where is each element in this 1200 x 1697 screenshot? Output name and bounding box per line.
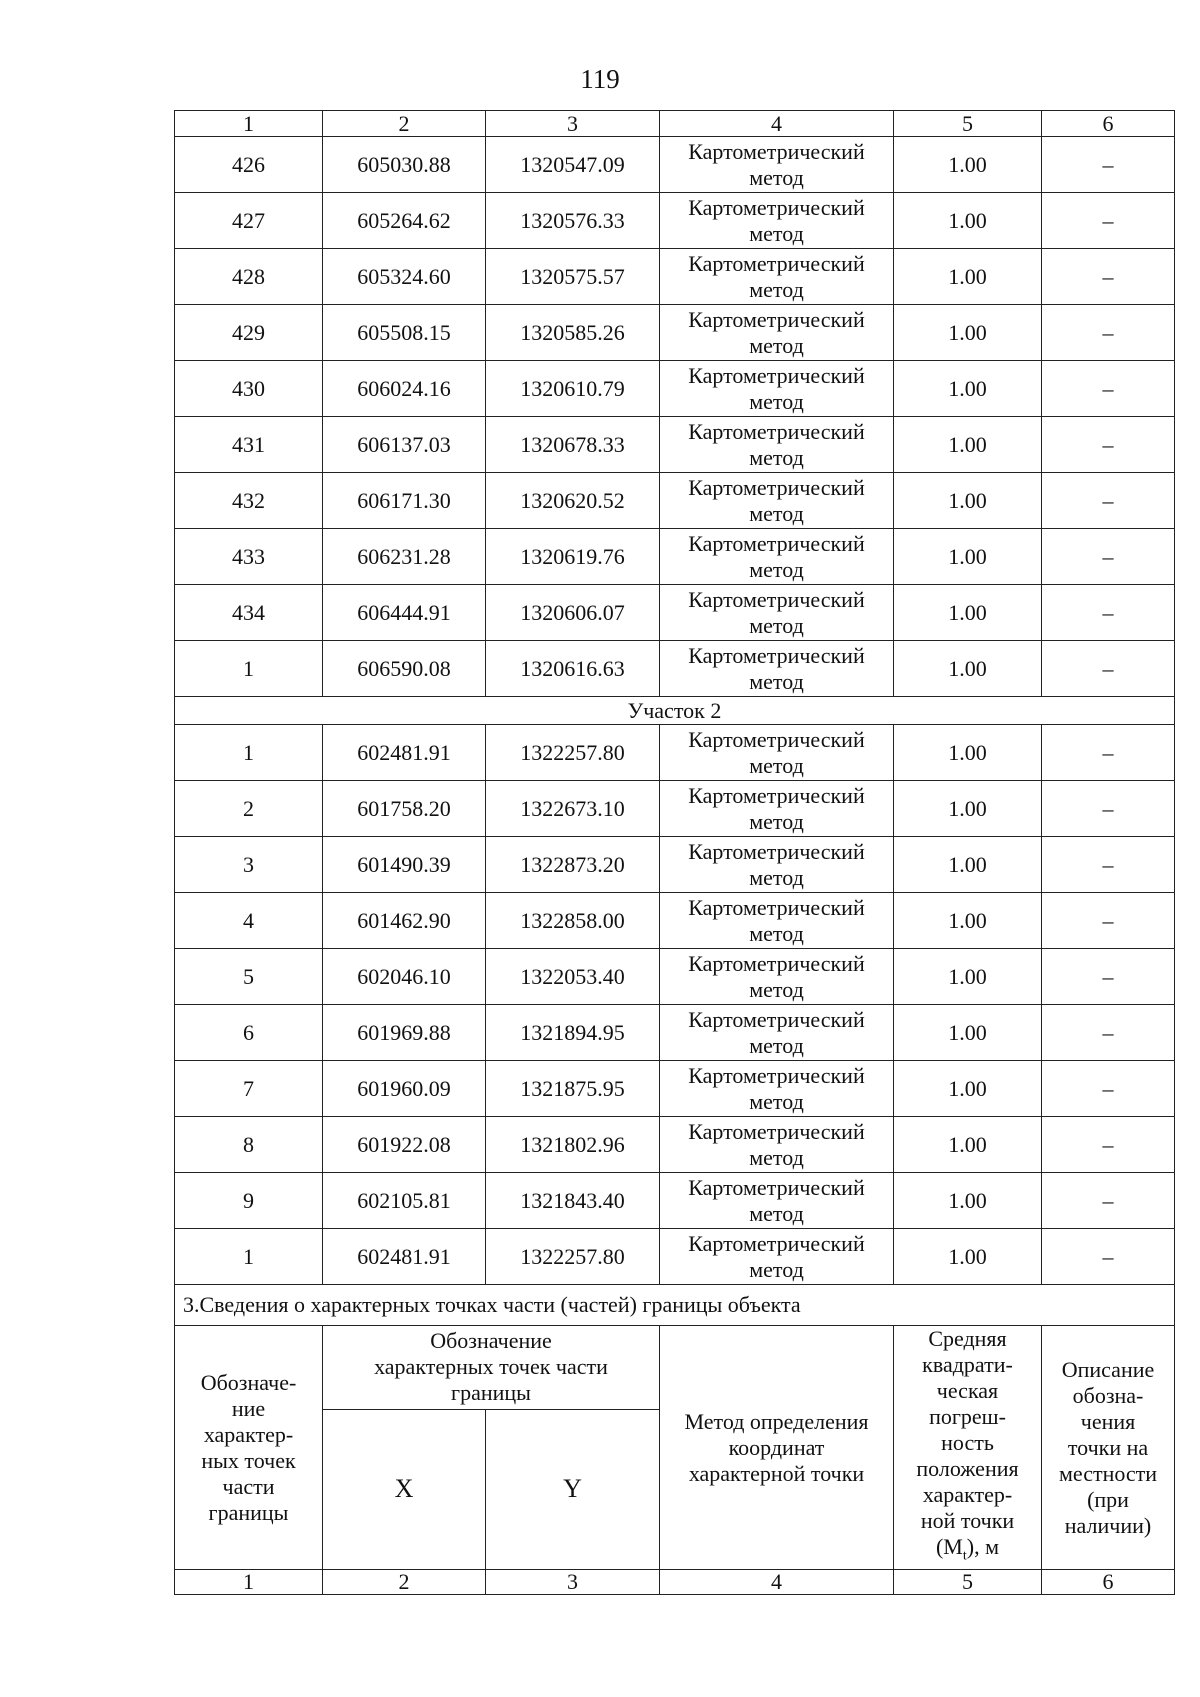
point-number: 4 xyxy=(175,893,323,949)
column-number: 2 xyxy=(323,111,486,137)
table-row xyxy=(175,137,1175,193)
column-number: 4 xyxy=(660,1570,894,1595)
table-row xyxy=(175,249,1175,305)
x-coordinate: 605264.62 xyxy=(323,193,486,249)
text-line xyxy=(894,1534,1041,1569)
section3-column-number-row xyxy=(175,1570,1175,1595)
method-line: метод xyxy=(749,556,804,582)
x-coordinate: 602481.91 xyxy=(323,1229,486,1285)
description-value: – xyxy=(1042,1005,1175,1061)
text-line: Обозначе- xyxy=(200,1369,297,1395)
text-line: ной точки xyxy=(920,1508,1015,1533)
y-coordinate: 1322257.80 xyxy=(486,725,660,781)
y-coordinate: 1320610.79 xyxy=(486,361,660,417)
method-cell xyxy=(660,1061,894,1117)
y-coordinate: 1320576.33 xyxy=(486,193,660,249)
text-line: погреш- xyxy=(929,1404,1006,1429)
text-line: характер- xyxy=(922,1482,1013,1507)
column-number-row xyxy=(175,111,1175,137)
text-line: характерных точек части xyxy=(374,1354,608,1380)
text-line: границы xyxy=(451,1380,531,1406)
header-point-designation xyxy=(175,1326,323,1570)
description-value: – xyxy=(1042,585,1175,641)
text-line: квадрати- xyxy=(922,1352,1013,1377)
method-line: метод xyxy=(749,220,804,246)
x-coordinate: 606137.03 xyxy=(323,417,486,473)
y-coordinate: 1321843.40 xyxy=(486,1173,660,1229)
point-number: 5 xyxy=(175,949,323,1005)
accuracy-value: 1.00 xyxy=(894,641,1042,697)
table-row xyxy=(175,1005,1175,1061)
accuracy-value: 1.00 xyxy=(894,137,1042,193)
method-line: метод xyxy=(749,808,804,834)
section3-title: 3.Сведения о характерных точках части (частей) границы объекта xyxy=(175,1285,1175,1326)
y-coordinate: 1321875.95 xyxy=(486,1061,660,1117)
x-coordinate: 601960.09 xyxy=(323,1061,486,1117)
point-number: 3 xyxy=(175,837,323,893)
method-line: метод xyxy=(749,864,804,890)
table-row xyxy=(175,585,1175,641)
method-line: Картометрический xyxy=(688,950,865,976)
method-line: Картометрический xyxy=(688,726,865,752)
point-number: 1 xyxy=(175,641,323,697)
method-cell xyxy=(660,529,894,585)
method-cell xyxy=(660,417,894,473)
column-number: 3 xyxy=(486,111,660,137)
method-line: Картометрический xyxy=(688,530,865,556)
description-value: – xyxy=(1042,1229,1175,1285)
accuracy-value: 1.00 xyxy=(894,781,1042,837)
accuracy-value: 1.00 xyxy=(894,529,1042,585)
accuracy-value: 1.00 xyxy=(894,837,1042,893)
method-cell xyxy=(660,193,894,249)
point-number: 426 xyxy=(175,137,323,193)
method-line: метод xyxy=(749,332,804,358)
x-coordinate: 605508.15 xyxy=(323,305,486,361)
method-line: Картометрический xyxy=(688,894,865,920)
table-row xyxy=(175,781,1175,837)
x-coordinate: 606024.16 xyxy=(323,361,486,417)
x-coordinate: 602481.91 xyxy=(323,725,486,781)
description-value: – xyxy=(1042,1117,1175,1173)
method-cell xyxy=(660,725,894,781)
accuracy-value: 1.00 xyxy=(894,1061,1042,1117)
text-line: точки на xyxy=(1067,1434,1149,1460)
method-cell xyxy=(660,249,894,305)
accuracy-value: 1.00 xyxy=(894,585,1042,641)
method-line: метод xyxy=(749,612,804,638)
y-coordinate: 1320620.52 xyxy=(486,473,660,529)
subscript: t xyxy=(962,1548,967,1564)
column-number: 1 xyxy=(175,1570,323,1595)
y-coordinate: 1322257.80 xyxy=(486,1229,660,1285)
text-line: Метод определения xyxy=(684,1408,869,1434)
column-number: 1 xyxy=(175,111,323,137)
method-line: Картометрический xyxy=(688,1230,865,1256)
text-line: характерной точки xyxy=(688,1460,865,1486)
description-value: – xyxy=(1042,305,1175,361)
table-row xyxy=(175,725,1175,781)
accuracy-value: 1.00 xyxy=(894,305,1042,361)
table-row xyxy=(175,193,1175,249)
y-coordinate: 1322873.20 xyxy=(486,837,660,893)
description-value: – xyxy=(1042,193,1175,249)
method-line: Картометрический xyxy=(688,362,865,388)
header-y: Y xyxy=(486,1409,660,1570)
method-cell xyxy=(660,641,894,697)
method-line: метод xyxy=(749,444,804,470)
y-coordinate: 1322673.10 xyxy=(486,781,660,837)
x-coordinate: 605030.88 xyxy=(323,137,486,193)
text-line: (при xyxy=(1087,1486,1129,1512)
y-coordinate: 1320606.07 xyxy=(486,585,660,641)
point-number: 7 xyxy=(175,1061,323,1117)
description-value: – xyxy=(1042,1173,1175,1229)
method-cell xyxy=(660,1229,894,1285)
x-coordinate: 601969.88 xyxy=(323,1005,486,1061)
section-row xyxy=(175,697,1175,725)
section3-header-row xyxy=(175,1326,1175,1410)
point-number: 1 xyxy=(175,1229,323,1285)
text-line: местности xyxy=(1058,1460,1158,1486)
text-line: ных точек xyxy=(201,1447,296,1473)
description-value: – xyxy=(1042,641,1175,697)
y-coordinate: 1320585.26 xyxy=(486,305,660,361)
method-cell xyxy=(660,585,894,641)
point-number: 9 xyxy=(175,1173,323,1229)
method-line: метод xyxy=(749,1200,804,1226)
description-value: – xyxy=(1042,529,1175,585)
method-cell xyxy=(660,305,894,361)
point-number: 429 xyxy=(175,305,323,361)
method-cell xyxy=(660,137,894,193)
y-coordinate: 1322858.00 xyxy=(486,893,660,949)
point-number: 6 xyxy=(175,1005,323,1061)
accuracy-value: 1.00 xyxy=(894,725,1042,781)
table-row xyxy=(175,529,1175,585)
method-line: Картометрический xyxy=(688,642,865,668)
x-coordinate: 602046.10 xyxy=(323,949,486,1005)
accuracy-value: 1.00 xyxy=(894,893,1042,949)
x-coordinate: 601462.90 xyxy=(323,893,486,949)
text-line: Описание xyxy=(1061,1356,1155,1382)
y-coordinate: 1321802.96 xyxy=(486,1117,660,1173)
description-value: – xyxy=(1042,1061,1175,1117)
method-line: метод xyxy=(749,1256,804,1282)
point-number: 428 xyxy=(175,249,323,305)
description-value: – xyxy=(1042,781,1175,837)
table-row xyxy=(175,305,1175,361)
method-line: Картометрический xyxy=(688,138,865,164)
text-line: Средняя xyxy=(928,1326,1007,1351)
point-number: 2 xyxy=(175,781,323,837)
table-row xyxy=(175,473,1175,529)
table-row xyxy=(175,1061,1175,1117)
y-coordinate: 1320619.76 xyxy=(486,529,660,585)
method-line: Картометрический xyxy=(688,586,865,612)
method-line: метод xyxy=(749,1032,804,1058)
point-number: 430 xyxy=(175,361,323,417)
section-title: Участок 2 xyxy=(175,697,1175,725)
header-x: X xyxy=(323,1409,486,1570)
text-line: обозна- xyxy=(1072,1382,1144,1408)
text-line: положения xyxy=(916,1456,1019,1481)
text-line: части xyxy=(222,1473,275,1499)
text-line: Обозначение xyxy=(430,1328,552,1354)
text-line: наличии) xyxy=(1064,1512,1152,1538)
x-coordinate: 606231.28 xyxy=(323,529,486,585)
x-coordinate: 605324.60 xyxy=(323,249,486,305)
column-number: 6 xyxy=(1042,111,1175,137)
table-row xyxy=(175,893,1175,949)
text-line: ние xyxy=(231,1395,266,1421)
accuracy-value: 1.00 xyxy=(894,473,1042,529)
text-fragment: ), м xyxy=(966,1534,1000,1559)
page-number: 119 xyxy=(580,64,620,94)
y-coordinate: 1320575.57 xyxy=(486,249,660,305)
table-row xyxy=(175,641,1175,697)
point-number: 431 xyxy=(175,417,323,473)
method-line: метод xyxy=(749,1144,804,1170)
accuracy-value: 1.00 xyxy=(894,193,1042,249)
y-coordinate: 1320547.09 xyxy=(486,137,660,193)
table-row xyxy=(175,1117,1175,1173)
column-number: 4 xyxy=(660,111,894,137)
header-method xyxy=(660,1326,894,1570)
y-coordinate: 1321894.95 xyxy=(486,1005,660,1061)
method-cell xyxy=(660,1005,894,1061)
method-cell xyxy=(660,361,894,417)
description-value: – xyxy=(1042,361,1175,417)
method-line: Картометрический xyxy=(688,250,865,276)
method-cell xyxy=(660,949,894,1005)
method-cell xyxy=(660,781,894,837)
table-row xyxy=(175,1229,1175,1285)
text-fragment: (M xyxy=(935,1534,963,1559)
x-coordinate: 606444.91 xyxy=(323,585,486,641)
method-line: метод xyxy=(749,976,804,1002)
accuracy-value: 1.00 xyxy=(894,1005,1042,1061)
method-cell xyxy=(660,473,894,529)
accuracy-value: 1.00 xyxy=(894,1117,1042,1173)
method-cell xyxy=(660,837,894,893)
description-value: – xyxy=(1042,837,1175,893)
description-value: – xyxy=(1042,725,1175,781)
point-number: 434 xyxy=(175,585,323,641)
method-line: Картометрический xyxy=(688,1062,865,1088)
text-line: ческая xyxy=(936,1378,999,1403)
section3-title-row xyxy=(175,1285,1175,1326)
method-line: метод xyxy=(749,1088,804,1114)
column-number: 3 xyxy=(486,1570,660,1595)
method-line: Картометрический xyxy=(688,1006,865,1032)
method-line: Картометрический xyxy=(688,1174,865,1200)
x-coordinate: 606171.30 xyxy=(323,473,486,529)
accuracy-value: 1.00 xyxy=(894,249,1042,305)
x-coordinate: 601490.39 xyxy=(323,837,486,893)
description-value: – xyxy=(1042,473,1175,529)
description-value: – xyxy=(1042,417,1175,473)
accuracy-value: 1.00 xyxy=(894,361,1042,417)
x-coordinate: 602105.81 xyxy=(323,1173,486,1229)
method-line: метод xyxy=(749,500,804,526)
text-line: чения xyxy=(1080,1408,1136,1434)
x-coordinate: 601758.20 xyxy=(323,781,486,837)
header-description xyxy=(1042,1326,1175,1570)
accuracy-value: 1.00 xyxy=(894,1173,1042,1229)
header-coordinates-group xyxy=(323,1326,660,1410)
method-line: Картометрический xyxy=(688,1118,865,1144)
method-line: Картометрический xyxy=(688,194,865,220)
text-line: координат xyxy=(728,1434,825,1460)
point-number: 1 xyxy=(175,725,323,781)
accuracy-value: 1.00 xyxy=(894,949,1042,1005)
point-number: 432 xyxy=(175,473,323,529)
table-row xyxy=(175,949,1175,1005)
method-line: метод xyxy=(749,668,804,694)
description-value: – xyxy=(1042,949,1175,1005)
description-value: – xyxy=(1042,137,1175,193)
method-line: Картометрический xyxy=(688,306,865,332)
table-row xyxy=(175,837,1175,893)
header-accuracy xyxy=(894,1326,1042,1570)
y-coordinate: 1320616.63 xyxy=(486,641,660,697)
column-number: 5 xyxy=(894,1570,1042,1595)
point-number: 433 xyxy=(175,529,323,585)
x-coordinate: 601922.08 xyxy=(323,1117,486,1173)
column-number: 2 xyxy=(323,1570,486,1595)
x-coordinate: 606590.08 xyxy=(323,641,486,697)
description-value: – xyxy=(1042,893,1175,949)
table-row xyxy=(175,361,1175,417)
accuracy-value: 1.00 xyxy=(894,1229,1042,1285)
method-cell xyxy=(660,1173,894,1229)
method-line: Картометрический xyxy=(688,418,865,444)
method-line: метод xyxy=(749,164,804,190)
y-coordinate: 1322053.40 xyxy=(486,949,660,1005)
coordinates-table xyxy=(174,110,1175,1595)
point-number: 8 xyxy=(175,1117,323,1173)
text-line: границы xyxy=(208,1499,289,1525)
method-line: Картометрический xyxy=(688,782,865,808)
method-line: метод xyxy=(749,920,804,946)
method-cell xyxy=(660,1117,894,1173)
method-cell xyxy=(660,893,894,949)
method-line: метод xyxy=(749,388,804,414)
method-line: метод xyxy=(749,276,804,302)
description-value: – xyxy=(1042,249,1175,305)
text-line: характер- xyxy=(203,1421,294,1447)
point-number: 427 xyxy=(175,193,323,249)
method-line: Картометрический xyxy=(688,474,865,500)
accuracy-value: 1.00 xyxy=(894,417,1042,473)
column-number: 6 xyxy=(1042,1570,1175,1595)
table-row xyxy=(175,417,1175,473)
y-coordinate: 1320678.33 xyxy=(486,417,660,473)
column-number: 5 xyxy=(894,111,1042,137)
text-line: ность xyxy=(941,1430,994,1455)
method-line: метод xyxy=(749,752,804,778)
table-row xyxy=(175,1173,1175,1229)
method-line: Картометрический xyxy=(688,838,865,864)
